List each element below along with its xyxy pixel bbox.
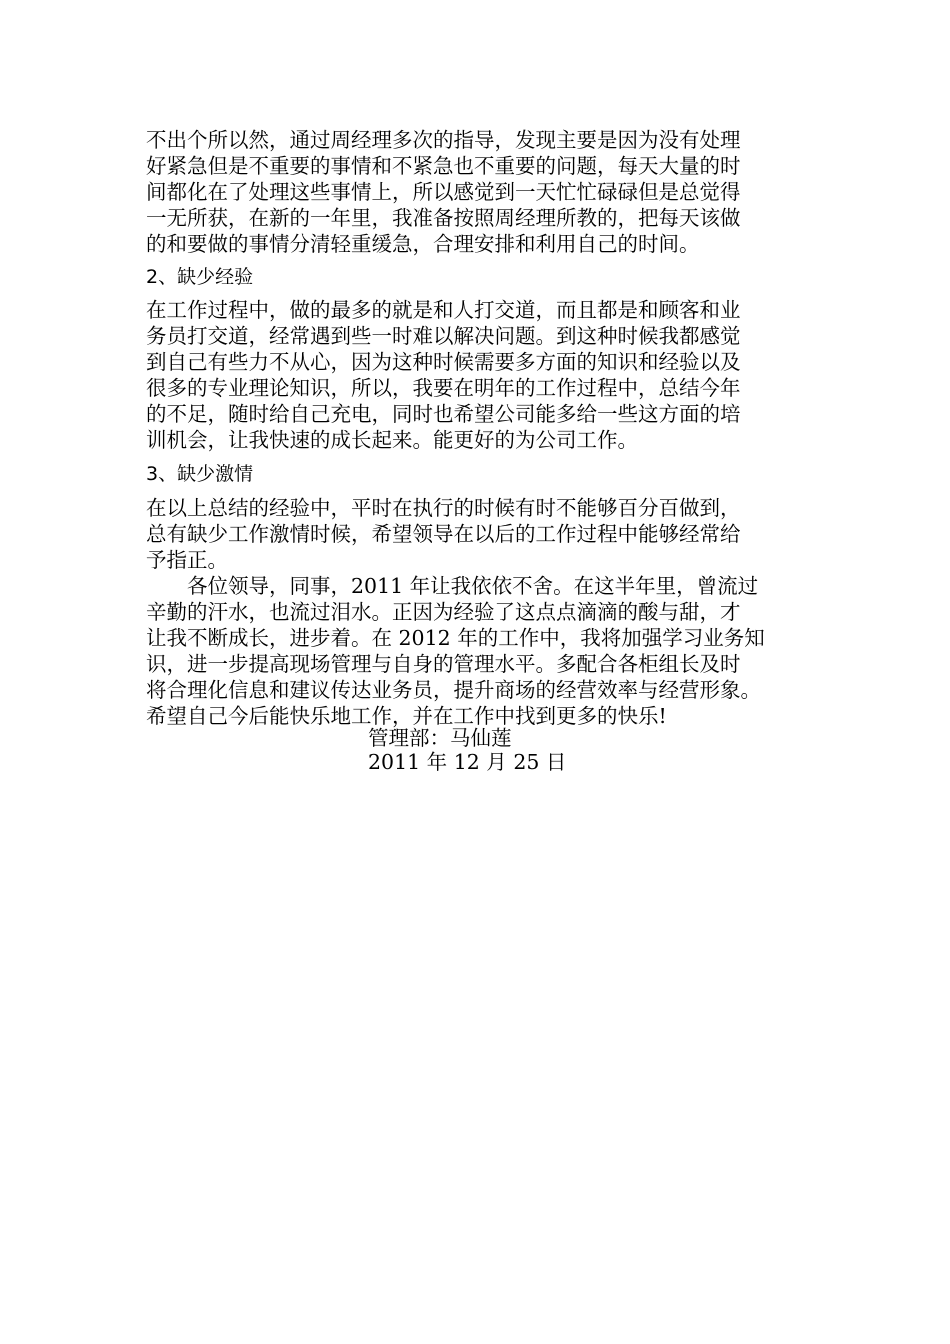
paragraph-3-line: 予指正。 <box>146 548 228 572</box>
paragraph-4-line: 希望自己今后能快乐地工作，并在工作中找到更多的快乐! <box>146 704 667 728</box>
paragraph-4-line: 辛勤的汗水，也流过泪水。正因为经验了这点点滴滴的酸与甜，才 <box>146 600 741 624</box>
paragraph-1-line: 一无所获，在新的一年里，我准备按照周经理所教的，把每天该做 <box>146 206 741 230</box>
paragraph-1-line: 间都化在了处理这些事情上，所以感觉到一天忙忙碌碌但是总觉得 <box>146 180 741 204</box>
paragraph-2-line: 很多的专业理论知识，所以，我要在明年的工作过程中，总结今年 <box>146 376 741 400</box>
paragraph-4-line: 识，进一步提高现场管理与自身的管理水平。多配合各柜组长及时 <box>146 652 741 676</box>
paragraph-3-line: 在以上总结的经验中，平时在执行的时候有时不能够百分百做到， <box>146 496 741 520</box>
section-heading-experience: 2、缺少经验 <box>146 266 254 288</box>
paragraph-1-line: 的和要做的事情分清轻重缓急，合理安排和利用自己的时间。 <box>146 232 700 256</box>
paragraph-4-line: 将合理化信息和建议传达业务员，提升商场的经营效率与经营形象。 <box>146 678 761 702</box>
paragraph-3-line: 总有缺少工作激情时候，希望领导在以后的工作过程中能够经常给 <box>146 522 741 546</box>
signature-date: 2011 年 12 月 25 日 <box>368 750 567 774</box>
paragraph-2-line: 务员打交道，经常遇到些一时难以解决问题。到这种时候我都感觉 <box>146 324 741 348</box>
paragraph-2-line: 训机会，让我快速的成长起来。能更好的为公司工作。 <box>146 428 638 452</box>
paragraph-4-line: 让我不断成长，进步着。在 2012 年的工作中，我将加强学习业务知 <box>146 626 765 650</box>
paragraph-2-line: 到自己有些力不从心，因为这种时候需要多方面的知识和经验以及 <box>146 350 741 374</box>
paragraph-1-line: 不出个所以然，通过周经理多次的指导，发现主要是因为没有处理 <box>146 128 741 152</box>
section-heading-passion: 3、缺少激情 <box>146 463 254 485</box>
paragraph-2-line: 在工作过程中，做的最多的就是和人打交道，而且都是和顾客和业 <box>146 298 741 322</box>
paragraph-4-line: 各位领导，同事，2011 年让我依依不舍。在这半年里，曾流过 <box>146 574 759 598</box>
paragraph-2-line: 的不足，随时给自己充电，同时也希望公司能多给一些这方面的培 <box>146 402 741 426</box>
signature-department: 管理部：马仙莲 <box>368 726 512 750</box>
paragraph-1-line: 好紧急但是不重要的事情和不紧急也不重要的问题，每天大量的时 <box>146 154 741 178</box>
